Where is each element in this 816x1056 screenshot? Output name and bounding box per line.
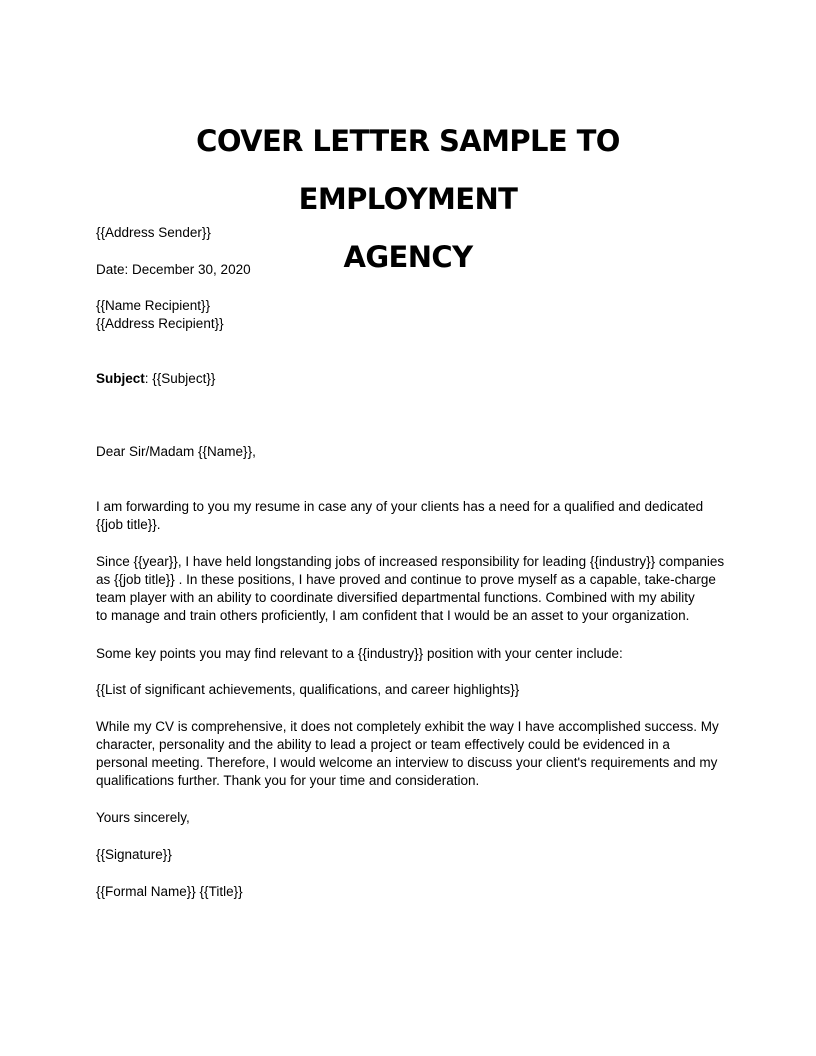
paragraph-resume xyxy=(96,498,736,534)
paragraph-achievements: {{List of significant achievements, qualifications, and career highlights}} xyxy=(96,682,520,697)
paragraph-line: Since {{year}}, I have held longstanding jobs of increased responsibility for leading {{industry}} companies xyxy=(96,554,725,569)
subject-line xyxy=(96,370,736,388)
paragraph-experience xyxy=(96,553,736,625)
closing: Yours sincerely, xyxy=(96,810,190,825)
recipient-name: {{Name Recipient}} xyxy=(96,298,211,313)
paragraph-line: to manage and train others proficiently, I am confident that I would be an asset to your organization. xyxy=(96,608,690,623)
paragraph-line: I am forwarding to you my resume in case any of your clients has a need for a qualified and dedicated xyxy=(96,499,704,514)
paragraph-line: While my CV is comprehensive, it does not completely exhibit the way I have accomplished success. My xyxy=(96,719,719,734)
title-line: COVER LETTER SAMPLE TO EMPLOYMENT xyxy=(196,124,620,216)
paragraph-line: character, personality and the ability to lead a project or team effectively could be evidenced in a xyxy=(96,737,670,752)
paragraph-key-points: Some key points you may find relevant to a {{industry}} position with your center include: xyxy=(96,646,623,661)
paragraph-line: personal meeting. Therefore, I would welcome an interview to discuss your client's requirements and my xyxy=(96,755,718,770)
title-line: AGENCY xyxy=(343,240,473,274)
subject-value: : {{Subject}} xyxy=(144,371,216,386)
formal-name-title: {{Formal Name}} {{Title}} xyxy=(96,884,243,899)
recipient-address: {{Address Recipient}} xyxy=(96,316,224,331)
sender-address: {{Address Sender}} xyxy=(96,225,211,240)
salutation: Dear Sir/Madam {{Name}}, xyxy=(96,444,256,459)
paragraph-cv xyxy=(96,718,736,790)
subject-label: Subject xyxy=(96,371,145,386)
signature: {{Signature}} xyxy=(96,847,172,862)
paragraph-line: qualifications further. Thank you for your time and consideration. xyxy=(96,773,480,788)
paragraph-line: as {{job title}} . In these positions, I have proved and continue to prove myself as a capable, take-charge xyxy=(96,572,716,587)
recipient-block xyxy=(96,297,736,333)
paragraph-line: {{job title}}. xyxy=(96,517,161,532)
letter-date: Date: December 30, 2020 xyxy=(96,262,251,277)
document-title xyxy=(96,112,720,286)
paragraph-line: team player with an ability to coordinate diversified departmental functions. Combined with my ability xyxy=(96,590,695,605)
